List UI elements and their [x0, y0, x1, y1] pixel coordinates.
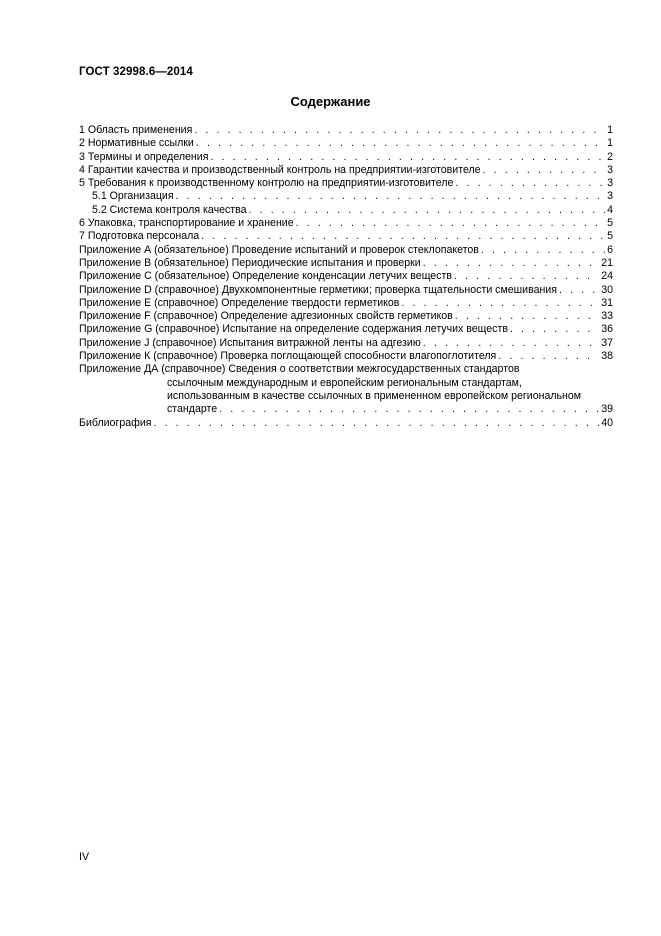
toc-entry-label: 1 Область применения	[79, 124, 193, 136]
toc-entry-page: 31	[601, 296, 613, 309]
toc-entry-page: 30	[601, 283, 613, 296]
toc-leader-dots	[498, 350, 599, 363]
toc-entry-label: Приложение G (справочное) Испытание на определение содержания летучих веществ	[79, 323, 508, 336]
toc-entry-label: Приложение А (обязательное) Проведение испытаний и проверок стеклопакетов	[79, 243, 479, 256]
toc-entry-5-2[interactable]	[79, 204, 613, 217]
toc-leader-dots	[219, 403, 599, 416]
toc-leader-dots	[401, 297, 599, 310]
toc-entry-page: 3	[607, 190, 613, 203]
toc-entry-1[interactable]	[79, 124, 613, 137]
toc-leader-dots	[455, 310, 599, 323]
toc-leader-dots	[481, 244, 605, 257]
toc-entry-page: 3	[607, 163, 613, 176]
toc-entry-label-line: использованным в качестве ссылочных в примененном европейском региональном	[167, 389, 582, 402]
toc-leader-dots	[153, 417, 599, 430]
toc-entry-label: стандарте	[167, 403, 218, 416]
toc-entry-7[interactable]	[79, 230, 613, 243]
toc-entry-label-line: Приложение ДА (справочное) Сведения о соответствии межгосударственных стандартов	[79, 363, 520, 376]
toc-entry-appendix-c[interactable]	[79, 270, 613, 283]
toc-entry-appendix-b[interactable]	[79, 257, 613, 270]
toc-leader-dots	[194, 124, 605, 137]
toc-entry-page: 36	[601, 323, 613, 336]
toc-leader-dots	[455, 177, 605, 190]
toc-entry-2[interactable]	[79, 137, 613, 150]
toc-leader-dots	[423, 257, 599, 270]
toc-entry-appendix-da[interactable]	[79, 363, 613, 416]
toc-leader-dots	[201, 230, 605, 243]
toc-entry-label: Библиография	[79, 416, 152, 429]
document-code: ГОСТ 32998.6—2014	[79, 66, 193, 78]
toc-entry-page: 40	[601, 416, 613, 429]
toc-entry-5[interactable]	[79, 177, 613, 190]
page-number: IV	[79, 851, 90, 863]
toc-leader-dots	[196, 137, 605, 150]
toc-entry-label: 4 Гарантии качества и производственный контроль на предприятии-изготовителе	[79, 163, 481, 176]
table-of-contents	[79, 124, 613, 430]
toc-entry-label: Приложение Е (справочное) Определение твердости герметиков	[79, 296, 400, 309]
toc-entry-appendix-a[interactable]	[79, 244, 613, 257]
toc-entry-appendix-g[interactable]	[79, 323, 613, 336]
toc-entry-bibliography[interactable]	[79, 417, 613, 430]
toc-entry-page: 1	[607, 124, 613, 136]
toc-entry-page: 3	[607, 177, 613, 190]
toc-leader-dots	[510, 323, 599, 336]
toc-entry-page: 21	[601, 256, 613, 269]
toc-entry-label: 6 Упаковка, транспортирование и хранение	[79, 217, 294, 230]
toc-leader-dots	[483, 164, 606, 177]
toc-entry-label: 5.2 Система контроля качества	[92, 203, 247, 216]
toc-entry-appendix-j[interactable]	[79, 337, 613, 350]
toc-entry-3[interactable]	[79, 151, 613, 164]
toc-entry-5-1[interactable]	[79, 190, 613, 203]
toc-entry-label: Приложение D (справочное) Двухкомпонентные герметики; проверка тщательности смешивания	[79, 283, 557, 296]
toc-entry-6[interactable]	[79, 217, 613, 230]
toc-entry-page: 39	[601, 403, 613, 416]
toc-entry-page: 1	[607, 137, 613, 150]
toc-entry-label: Приложение В (обязательное) Периодические испытания и проверки	[79, 256, 421, 269]
toc-entry-page: 4	[607, 203, 613, 216]
toc-entry-4[interactable]	[79, 164, 613, 177]
toc-entry-appendix-k[interactable]	[79, 350, 613, 363]
toc-entry-page: 37	[601, 336, 613, 349]
toc-entry-label: 7 Подготовка персонала	[79, 230, 200, 243]
toc-title: Содержание	[290, 94, 371, 109]
toc-leader-dots	[296, 217, 605, 230]
toc-entry-last-line	[79, 403, 613, 416]
toc-entry-page: 5	[607, 230, 613, 243]
toc-entry-label: Приложение F (справочное) Определение адгезионных свойств герметиков	[79, 310, 453, 323]
toc-leader-dots	[559, 284, 599, 297]
toc-entry-label: 3 Термины и определения	[79, 150, 209, 163]
toc-entry-label-line: ссылочным международным и европейским региональным стандартам,	[167, 376, 522, 389]
toc-entry-page: 2	[607, 150, 613, 163]
toc-leader-dots	[176, 190, 606, 203]
toc-entry-page: 6	[607, 243, 613, 256]
toc-entry-appendix-d[interactable]	[79, 284, 613, 297]
toc-leader-dots	[210, 151, 605, 164]
toc-entry-page: 5	[607, 217, 613, 230]
toc-entry-label: Приложение J (справочное) Испытания витражной ленты на адгезию	[79, 336, 421, 349]
toc-entry-page: 33	[601, 310, 613, 323]
toc-entry-appendix-f[interactable]	[79, 310, 613, 323]
toc-entry-page: 24	[601, 270, 613, 283]
toc-leader-dots	[454, 270, 599, 283]
toc-entry-label: Приложение К (справочное) Проверка поглощающей способности влагопоглотителя	[79, 350, 497, 363]
toc-entry-label: 5.1 Организация	[92, 190, 174, 203]
toc-entry-label: Приложение С (обязательное) Определение конденсации летучих веществ	[79, 270, 452, 283]
toc-leader-dots	[249, 204, 606, 217]
toc-entry-page: 38	[601, 350, 613, 363]
toc-entry-label: 2 Нормативные ссылки	[79, 137, 194, 150]
toc-entry-appendix-e[interactable]	[79, 297, 613, 310]
toc-leader-dots	[423, 337, 599, 350]
toc-entry-label: 5 Требования к производственному контролю на предприятии-изготовителе	[79, 177, 454, 190]
